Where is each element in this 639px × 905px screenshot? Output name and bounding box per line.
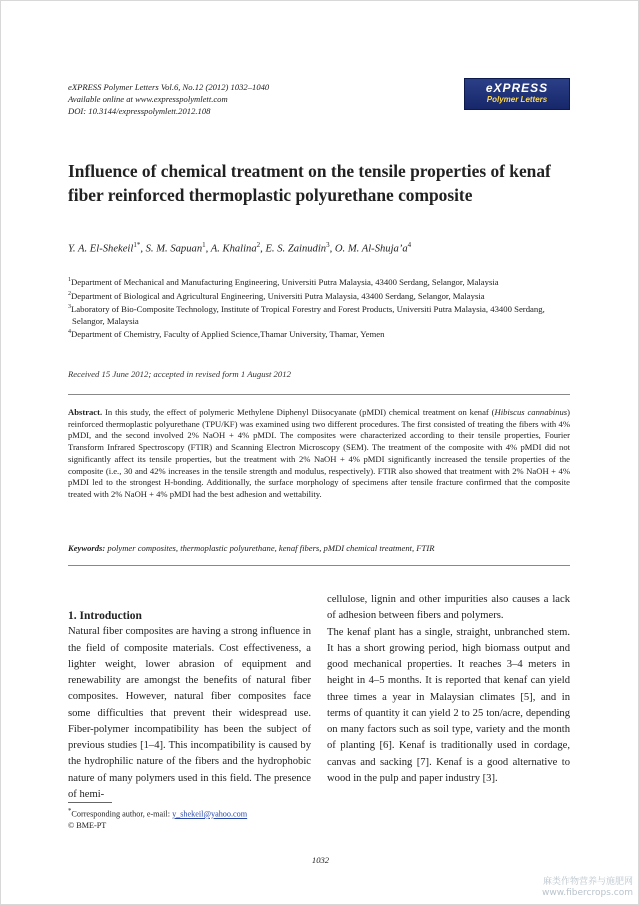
received-dates: Received 15 June 2012; accepted in revised form 1 August 2012 [68, 369, 291, 379]
keywords: Keywords: polymer composites, thermoplastic polyurethane, kenaf fibers, pMDI chemical treatment, FTIR [68, 543, 435, 553]
affiliation: $^4$Department of Chemistry, Faculty of Applied Science,Thamar University, Thamar, Yemen [68, 329, 385, 340]
journal-logo [464, 78, 570, 110]
affiliation: $^2$Department of Biological and Agricultural Engineering, Universiti Putra Malaysia, 43400 Serdang, Selangor, Malaysia [68, 290, 485, 301]
footnote-mark: * [68, 808, 72, 815]
author-affil-mark: 4 [407, 241, 412, 249]
divider-top [68, 394, 570, 395]
intro-paragraph: The kenaf plant has a single, straight, unbranched stem. It has a short growing period, high biomass output and good mechanical properties. It reaches 3–4 meters in height in 4–5 months. It is reported that kenaf can yield three times a year in Malaysian climates [5], and in terms of quantity it can yield 2 to 25 ton/acre, depending on many factors such as soil type, variety and the month of planting [6]. Kenaf is traditionally used in cordage, canvas and sacking [7]. Kenaf is a good alternative to wood in the pulp and paper industry [3]. [327, 626, 570, 784]
body-column-right [327, 592, 570, 787]
author-name: O. M. Al-Shuja’a [334, 243, 408, 255]
intro-paragraph: cellulose, lignin and other impurities also causes a lack of adhesion between fibers and polymers. [327, 594, 570, 622]
author-name: A. Khalina [210, 243, 257, 255]
logo-bottom-text: Polymer Letters [486, 95, 548, 104]
author-affil-mark: 3 [326, 241, 330, 249]
affiliation: $^3$Laboratory of Bio-Composite Technology, Institute of Tropical Forestry and Forest Products, Universiti Putra Malaysia, 43400 Serdang, Selangor, Malaysia [68, 304, 545, 326]
logo-top-text: eXPRESS [485, 81, 549, 95]
author-affil-mark: 2 [256, 241, 261, 249]
footnote-divider [68, 802, 112, 803]
abstract: Abstract. In this study, the effect of polymeric Methylene Diphenyl Diisocyanate (pMDI) chemical treatment on kenaf (Hibiscus cannabinus) reinforced thermoplastic polyurethane (TPU/KF) was examined using two different procedures. The first consisted of treating the fibers with 4% pMDI, and the second involved 2% NaOH + 4% pMDI. The composites were characterized according to their tensile properties, Fourier Transform Infrared Spectroscopy (FTIR) and Scanning Electron Microscopy (SEM). The treatment of the composite with 4% pMDI did not significantly affect its tensile properties, but the treatment with 2% NaOH + 4% pMDI significantly increased the tensile properties of the composite (i.e., 30 and 42% increases in the tensile strength and modulus, respectively). FTIR also showed that treatment with 2% NaOH + 4% pMDI led to the strongest H-bonding. Additionally, the surface morphology of specimens after tensile fracture confirmed that the composite treated with 2% NaOH + 4% pMDI had the best adhesion and wettability. [68, 407, 570, 499]
page-number: 1032 [311, 855, 330, 865]
author-name: S. M. Sapuan [145, 243, 203, 255]
author-affil-mark: 1* [133, 241, 141, 249]
paper-title: Influence of chemical treatment on the tensile properties of kenaf fiber reinforced thermoplastic polyurethane composite [68, 161, 551, 205]
affiliation-list [68, 275, 578, 341]
author-name: Y. A. El-Shekeil [68, 243, 134, 255]
journal-citation: eXPRESS Polymer Letters Vol.6, No.12 (2012) 1032–1040 [68, 82, 270, 92]
abstract-label: Abstract. [68, 407, 103, 417]
journal-header [68, 81, 269, 117]
author-list: Y. A. El-Shekeil$^{1*}$, S. M. Sapuan$^1$, A. Khalina$^2$, E. S. Zainudin$^3$, O. M. $Al-Shuja’a^4$ [68, 241, 412, 255]
watermark: 麻类作物营养与施肥网 www.fibercrops.com [542, 877, 633, 898]
author-affil-mark: 1 [202, 241, 206, 249]
section-heading: 1. Introduction [68, 610, 142, 622]
journal-availability: Available online at www.expresspolymlett.com [68, 94, 228, 104]
footnote: *Corresponding author, e-mail: y_shekeil@yahoo.com © BME-PT [68, 808, 248, 830]
email-link[interactable]: y_shekeil@yahoo.com [172, 809, 248, 819]
intro-paragraph: Natural fiber composites are having a strong influence in the field of composite materials. Cost effectiveness, a lighter weight, lower abrasion of equipment and renewability are amongst the benefits of natural fiber composites. However, natural fiber composites face some difficulties that prevent their widespread use. Fiber-polymer incompatibility has been the subject of previous studies [1–4]. This incompatibility is caused by the hydrophilic nature of the fibers and the hydrophobic nature of many polymers used in this field. The presence of hemi- [68, 626, 311, 800]
author-name: E. S. Zainudin [265, 243, 327, 255]
affiliation: $^1$Department of Mechanical and Manufacturing Engineering, Universiti Putra Malaysia, 43400 Serdang, Selangor, Malaysia [68, 276, 499, 287]
keywords-label: Keywords: [68, 543, 106, 553]
body-column-left [68, 608, 311, 803]
copyright: © BME-PT [68, 820, 107, 830]
journal-doi: DOI: 10.3144/expresspolymlett.2012.108 [68, 106, 211, 116]
divider-bottom [68, 565, 570, 566]
